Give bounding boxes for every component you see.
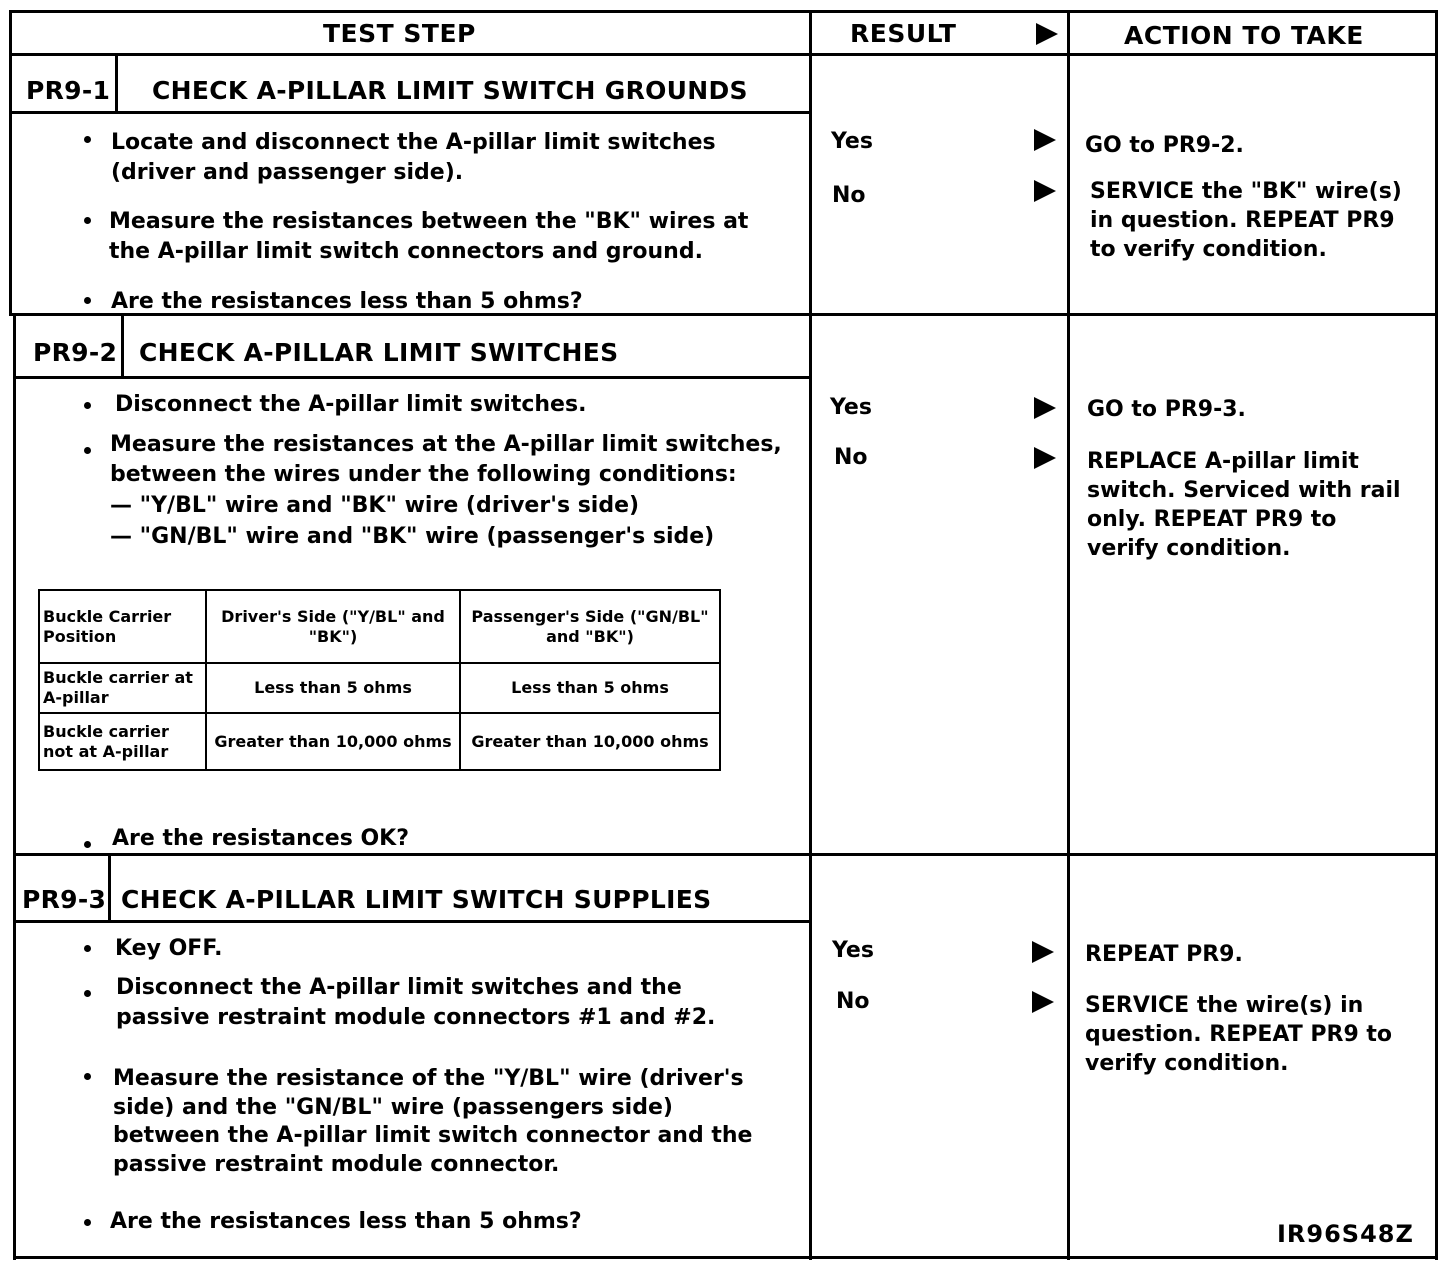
pr9-2-action-no-line-4: verify condition. [1087, 536, 1291, 561]
frame-top [9, 10, 1437, 13]
table-header-driver: Driver's Side ("Y/BL" and "BK") [206, 590, 460, 663]
pr9-2-bullet-2-line-2: between the wires under the following conditions: [110, 462, 737, 487]
pr9-3-bullet-3-line-3: between the A-pillar limit switch connector and the [113, 1123, 753, 1148]
pr9-1-action-yes: GO to PR9-2. [1085, 133, 1244, 158]
pr9-1-bullet-1-line-2: (driver and passenger side). [111, 160, 464, 185]
pr9-3-bullet-2-line-2: passive restraint module connectors #1 and #2. [116, 1005, 716, 1030]
pr9-2-bullet-2-line-3: — "Y/BL" wire and "BK" wire (driver's side) [110, 493, 640, 518]
bullet-icon [84, 297, 91, 304]
header-action: ACTION TO TAKE [1124, 21, 1364, 50]
pr9-2-id-divider [121, 315, 124, 378]
pr9-1-yes-arrow-icon [1034, 129, 1056, 151]
pr9-1-bullet-2-line-1: Measure the resistances between the "BK" wires at [109, 209, 749, 234]
bullet-icon [84, 217, 91, 224]
table-header-position: Buckle Carrier Position [39, 590, 206, 663]
pr9-2-action-no-line-3: only. REPEAT PR9 to [1087, 507, 1337, 532]
pr9-3-action-yes: REPEAT PR9. [1085, 942, 1243, 967]
pr9-3-result-no: No [836, 989, 870, 1014]
bullet-icon [84, 1219, 91, 1226]
pr9-3-result-yes: Yes [832, 938, 874, 963]
table-cell: Buckle carrier not at A-pillar [39, 713, 206, 770]
pr9-1-result-yes: Yes [831, 129, 873, 154]
frame-left-bottom [13, 315, 16, 1260]
pr9-3-id-divider [108, 855, 111, 922]
pr9-2-bullet-2-line-4: — "GN/BL" wire and "BK" wire (passenger's side) [110, 524, 715, 549]
pr9-1-no-arrow-icon [1034, 180, 1056, 202]
pr9-3-bullet-3-line-4: passive restraint module connector. [113, 1152, 560, 1177]
frame-bottom [13, 1256, 1438, 1259]
pr9-2-action-no-line-1: REPLACE A-pillar limit [1087, 449, 1359, 474]
table-cell: Greater than 10,000 ohms [460, 713, 720, 770]
pr9-2-bullet-3: Are the resistances OK? [112, 826, 409, 851]
pr9-3-action-no-line-1: SERVICE the wire(s) in [1085, 993, 1364, 1018]
pr9-1-action-no-line-1: SERVICE the "BK" wire(s) [1090, 179, 1402, 204]
pr9-3-title: CHECK A-PILLAR LIMIT SWITCH SUPPLIES [121, 885, 712, 914]
table-row [39, 713, 720, 770]
pr9-1-id-divider [115, 55, 118, 113]
bullet-icon [84, 841, 91, 848]
pr9-1-title: CHECK A-PILLAR LIMIT SWITCH GROUNDS [152, 76, 748, 105]
figure-ref: IR96S48Z [1277, 1220, 1414, 1248]
pr9-1-result-no: No [832, 183, 866, 208]
pr9-2-action-no-line-2: switch. Serviced with rail [1087, 478, 1401, 503]
header-arrow-icon [1036, 23, 1058, 45]
pr9-3-action-no-line-3: verify condition. [1085, 1051, 1289, 1076]
table-cell: Less than 5 ohms [460, 663, 720, 713]
table-cell: Greater than 10,000 ohms [206, 713, 460, 770]
pr9-1-bullet-2-line-2: the A-pillar limit switch connectors and ground. [109, 239, 703, 264]
bullet-icon [84, 990, 91, 997]
table-cell: Buckle carrier at A-pillar [39, 663, 206, 713]
pr9-3-bullet-1: Key OFF. [115, 936, 223, 961]
pr9-1-bullet-1-line-1: Locate and disconnect the A-pillar limit switches [111, 130, 716, 155]
resistance-table [38, 589, 721, 771]
table-header-passenger: Passenger's Side ("GN/BL" and "BK") [460, 590, 720, 663]
pr9-2-no-arrow-icon [1034, 447, 1056, 469]
pr9-2-bullet-2-line-1: Measure the resistances at the A-pillar limit switches, [110, 432, 782, 457]
pr9-2-result-yes: Yes [830, 395, 872, 420]
pr9-1-id: PR9-1 [26, 76, 111, 105]
pr9-3-title-rule [13, 920, 811, 923]
table-cell: Less than 5 ohms [206, 663, 460, 713]
pr9-2-title: CHECK A-PILLAR LIMIT SWITCHES [139, 338, 619, 367]
bullet-icon [84, 136, 91, 143]
bullet-icon [84, 945, 91, 952]
pr9-2-result-no: No [834, 445, 868, 470]
pr9-3-bullet-2-line-1: Disconnect the A-pillar limit switches and the [116, 975, 682, 1000]
pr9-3-bullet-3-line-2: side) and the "GN/BL" wire (passengers side) [113, 1095, 673, 1120]
pr9-3-id: PR9-3 [22, 885, 107, 914]
pr9-2-action-yes: GO to PR9-3. [1087, 397, 1246, 422]
pr9-1-title-rule [9, 111, 811, 114]
col-divider-result [809, 10, 812, 1260]
pr9-1-action-no-line-2: in question. REPEAT PR9 [1090, 208, 1395, 233]
pr9-3-yes-arrow-icon [1032, 941, 1054, 963]
header-result: RESULT [850, 19, 957, 48]
pr9-3-bullet-4: Are the resistances less than 5 ohms? [110, 1209, 582, 1234]
pr9-2-title-rule [13, 376, 811, 379]
pr9-3-bullet-3-line-1: Measure the resistance of the "Y/BL" wire (driver's [113, 1066, 744, 1091]
frame-right [1435, 10, 1438, 1260]
pr9-1-bullet-3: Are the resistances less than 5 ohms? [111, 289, 583, 314]
bullet-icon [84, 402, 91, 409]
bullet-icon [84, 1073, 91, 1080]
bullet-icon [84, 447, 91, 454]
pr9-3-no-arrow-icon [1032, 991, 1054, 1013]
table-header-row [39, 590, 720, 663]
pr9-2-yes-arrow-icon [1034, 397, 1056, 419]
pr9-2-bullet-1: Disconnect the A-pillar limit switches. [115, 392, 587, 417]
header-rule [9, 53, 1437, 56]
table-row [39, 663, 720, 713]
pr9-2-id: PR9-2 [33, 338, 118, 367]
header-test-step: TEST STEP [323, 19, 476, 48]
pr9-3-action-no-line-2: question. REPEAT PR9 to [1085, 1022, 1393, 1047]
col-divider-action [1067, 10, 1070, 1260]
pr9-1-action-no-line-3: to verify condition. [1090, 237, 1327, 262]
